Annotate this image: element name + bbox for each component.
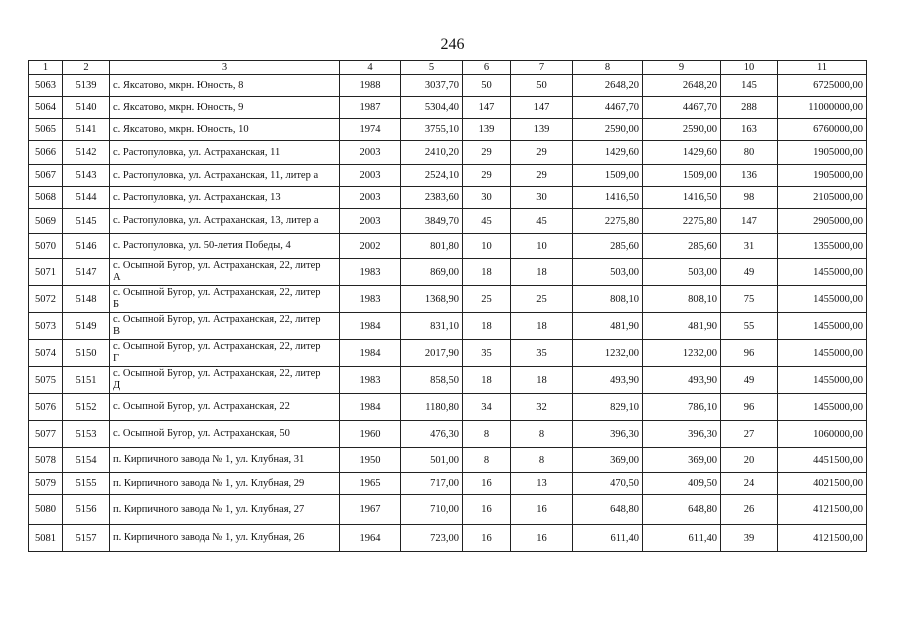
cell-col-8: 2275,80 <box>573 209 643 234</box>
cell-year: 2003 <box>340 187 401 209</box>
cell-col-8: 503,00 <box>573 259 643 286</box>
cell-col-6: 45 <box>463 209 511 234</box>
cell-seq-number: 5070 <box>29 234 63 259</box>
cell-year: 1984 <box>340 313 401 340</box>
cell-col-5: 710,00 <box>401 495 463 525</box>
cell-col-9: 1429,60 <box>643 141 721 165</box>
cell-address <box>110 75 340 97</box>
cell-col-7: 16 <box>511 525 573 552</box>
header-row <box>29 61 867 75</box>
cell-col-6: 16 <box>463 525 511 552</box>
cell-col-8: 4467,70 <box>573 97 643 119</box>
table-body <box>29 75 867 552</box>
cell-col-10: 147 <box>721 209 778 234</box>
table-row <box>29 75 867 97</box>
cell-col-11: 1455000,00 <box>778 394 867 421</box>
cell-address <box>110 495 340 525</box>
cell-col-8: 2648,20 <box>573 75 643 97</box>
table-row <box>29 525 867 552</box>
cell-year: 1983 <box>340 367 401 394</box>
cell-col-10: 39 <box>721 525 778 552</box>
cell-address <box>110 394 340 421</box>
cell-col-7: 16 <box>511 495 573 525</box>
table-row <box>29 421 867 448</box>
table-row <box>29 367 867 394</box>
cell-col-9: 2275,80 <box>643 209 721 234</box>
cell-year: 2003 <box>340 209 401 234</box>
cell-reg-number: 5144 <box>63 187 110 209</box>
cell-col-5: 858,50 <box>401 367 463 394</box>
cell-address <box>110 187 340 209</box>
cell-col-8: 470,50 <box>573 473 643 495</box>
header-cell-4: 4 <box>340 61 401 75</box>
address-line: с. Осыпной Бугор, ул. Астраханская, 22, литер <box>113 260 321 271</box>
cell-seq-number: 5065 <box>29 119 63 141</box>
cell-col-9: 4467,70 <box>643 97 721 119</box>
cell-col-11: 6725000,00 <box>778 75 867 97</box>
header-cell-7: 7 <box>511 61 573 75</box>
cell-col-11: 1355000,00 <box>778 234 867 259</box>
address-line: п. Кирпичного завода № 1, ул. Клубная, 29 <box>113 477 305 489</box>
cell-year: 1974 <box>340 119 401 141</box>
cell-col-9: 481,90 <box>643 313 721 340</box>
cell-col-5: 831,10 <box>401 313 463 340</box>
cell-col-9: 786,10 <box>643 394 721 421</box>
header-cell-11: 11 <box>778 61 867 75</box>
cell-col-10: 20 <box>721 448 778 473</box>
cell-col-9: 648,80 <box>643 495 721 525</box>
cell-col-11: 1905000,00 <box>778 165 867 187</box>
cell-col-5: 2383,60 <box>401 187 463 209</box>
table-row <box>29 340 867 367</box>
cell-address <box>110 119 340 141</box>
cell-seq-number: 5077 <box>29 421 63 448</box>
cell-seq-number: 5066 <box>29 141 63 165</box>
cell-col-11: 4451500,00 <box>778 448 867 473</box>
cell-col-9: 808,10 <box>643 286 721 313</box>
cell-col-9: 1416,50 <box>643 187 721 209</box>
cell-col-10: 31 <box>721 234 778 259</box>
cell-col-7: 29 <box>511 165 573 187</box>
cell-col-10: 80 <box>721 141 778 165</box>
cell-seq-number: 5080 <box>29 495 63 525</box>
table-row <box>29 97 867 119</box>
cell-col-9: 503,00 <box>643 259 721 286</box>
cell-reg-number: 5140 <box>63 97 110 119</box>
cell-col-6: 8 <box>463 421 511 448</box>
cell-col-5: 723,00 <box>401 525 463 552</box>
cell-col-5: 501,00 <box>401 448 463 473</box>
cell-col-8: 648,80 <box>573 495 643 525</box>
cell-col-6: 18 <box>463 259 511 286</box>
cell-year: 1983 <box>340 259 401 286</box>
address-line: с. Растопуловка, ул. Астраханская, 13 <box>113 191 281 203</box>
cell-col-10: 98 <box>721 187 778 209</box>
cell-address <box>110 141 340 165</box>
cell-col-7: 30 <box>511 187 573 209</box>
cell-col-11: 1455000,00 <box>778 259 867 286</box>
cell-reg-number: 5150 <box>63 340 110 367</box>
cell-reg-number: 5146 <box>63 234 110 259</box>
cell-year: 2003 <box>340 165 401 187</box>
cell-seq-number: 5072 <box>29 286 63 313</box>
table-row <box>29 141 867 165</box>
cell-col-7: 29 <box>511 141 573 165</box>
cell-reg-number: 5141 <box>63 119 110 141</box>
cell-col-9: 285,60 <box>643 234 721 259</box>
address-line-continued: Г <box>113 353 120 364</box>
cell-reg-number: 5148 <box>63 286 110 313</box>
cell-col-11: 1905000,00 <box>778 141 867 165</box>
cell-address <box>110 448 340 473</box>
cell-reg-number: 5149 <box>63 313 110 340</box>
cell-reg-number: 5147 <box>63 259 110 286</box>
address-line: с. Растопуловка, ул. Астраханская, 11 <box>113 146 281 158</box>
cell-address <box>110 97 340 119</box>
address-line: п. Кирпичного завода № 1, ул. Клубная, 31 <box>113 454 305 465</box>
cell-reg-number: 5143 <box>63 165 110 187</box>
cell-col-8: 1416,50 <box>573 187 643 209</box>
cell-col-5: 3755,10 <box>401 119 463 141</box>
address-line: с. Осыпной Бугор, ул. Астраханская, 22 <box>113 401 290 412</box>
cell-col-10: 27 <box>721 421 778 448</box>
table-header <box>29 61 867 75</box>
cell-col-7: 45 <box>511 209 573 234</box>
cell-address <box>110 340 340 367</box>
cell-col-11: 4021500,00 <box>778 473 867 495</box>
cell-col-9: 2648,20 <box>643 75 721 97</box>
table-row <box>29 259 867 286</box>
cell-col-6: 35 <box>463 340 511 367</box>
cell-year: 2002 <box>340 234 401 259</box>
table-row <box>29 165 867 187</box>
cell-reg-number: 5151 <box>63 367 110 394</box>
cell-address <box>110 259 340 286</box>
cell-col-11: 1060000,00 <box>778 421 867 448</box>
cell-col-7: 18 <box>511 313 573 340</box>
header-cell-5: 5 <box>401 61 463 75</box>
cell-col-5: 2410,20 <box>401 141 463 165</box>
address-line: с. Осыпной Бугор, ул. Астраханская, 22, литер <box>113 368 321 379</box>
cell-col-6: 29 <box>463 165 511 187</box>
cell-col-8: 396,30 <box>573 421 643 448</box>
cell-seq-number: 5067 <box>29 165 63 187</box>
cell-col-11: 2905000,00 <box>778 209 867 234</box>
table-row <box>29 187 867 209</box>
cell-col-8: 611,40 <box>573 525 643 552</box>
header-cell-10: 10 <box>721 61 778 75</box>
cell-year: 1967 <box>340 495 401 525</box>
cell-seq-number: 5075 <box>29 367 63 394</box>
cell-reg-number: 5139 <box>63 75 110 97</box>
cell-col-7: 18 <box>511 367 573 394</box>
cell-col-6: 10 <box>463 234 511 259</box>
cell-col-11: 4121500,00 <box>778 525 867 552</box>
register-table <box>28 60 867 552</box>
cell-col-8: 285,60 <box>573 234 643 259</box>
cell-col-5: 3849,70 <box>401 209 463 234</box>
header-cell-9: 9 <box>643 61 721 75</box>
cell-reg-number: 5155 <box>63 473 110 495</box>
address-line: с. Осыпной Бугор, ул. Астраханская, 50 <box>113 428 290 439</box>
header-cell-8: 8 <box>573 61 643 75</box>
cell-col-10: 136 <box>721 165 778 187</box>
table-row <box>29 473 867 495</box>
cell-col-7: 50 <box>511 75 573 97</box>
address-line: с. Осыпной Бугор, ул. Астраханская, 22, литер <box>113 314 321 325</box>
cell-col-9: 2590,00 <box>643 119 721 141</box>
cell-col-11: 1455000,00 <box>778 367 867 394</box>
header-cell-1: 1 <box>29 61 63 75</box>
cell-year: 1984 <box>340 340 401 367</box>
cell-col-6: 29 <box>463 141 511 165</box>
cell-year: 1984 <box>340 394 401 421</box>
cell-col-10: 49 <box>721 367 778 394</box>
cell-col-9: 611,40 <box>643 525 721 552</box>
table-row <box>29 313 867 340</box>
cell-col-5: 717,00 <box>401 473 463 495</box>
cell-col-10: 24 <box>721 473 778 495</box>
cell-col-7: 18 <box>511 259 573 286</box>
address-line-continued: А <box>113 272 121 283</box>
address-line: п. Кирпичного завода № 1, ул. Клубная, 27 <box>113 503 305 515</box>
cell-seq-number: 5081 <box>29 525 63 552</box>
cell-address <box>110 165 340 187</box>
cell-col-5: 801,80 <box>401 234 463 259</box>
cell-col-10: 145 <box>721 75 778 97</box>
cell-address <box>110 367 340 394</box>
cell-col-6: 8 <box>463 448 511 473</box>
address-line: с. Растопуловка, ул. Астраханская, 13, литер а <box>113 215 319 226</box>
address-line: с. Растопуловка, ул. 50-летия Победы, 4 <box>113 240 291 251</box>
cell-col-5: 1368,90 <box>401 286 463 313</box>
cell-reg-number: 5157 <box>63 525 110 552</box>
cell-seq-number: 5071 <box>29 259 63 286</box>
cell-col-10: 55 <box>721 313 778 340</box>
cell-seq-number: 5074 <box>29 340 63 367</box>
cell-col-5: 476,30 <box>401 421 463 448</box>
table-row <box>29 495 867 525</box>
address-line: с. Яксатово, мкрн. Юность, 9 <box>113 101 244 113</box>
address-line: с. Осыпной Бугор, ул. Астраханская, 22, литер <box>113 287 321 298</box>
cell-col-6: 18 <box>463 313 511 340</box>
cell-col-6: 34 <box>463 394 511 421</box>
page-number: 246 <box>440 36 465 53</box>
cell-col-7: 10 <box>511 234 573 259</box>
cell-col-5: 1180,80 <box>401 394 463 421</box>
table-row <box>29 209 867 234</box>
cell-col-11: 1455000,00 <box>778 313 867 340</box>
cell-seq-number: 5069 <box>29 209 63 234</box>
cell-col-9: 396,30 <box>643 421 721 448</box>
cell-year: 1960 <box>340 421 401 448</box>
cell-col-7: 32 <box>511 394 573 421</box>
cell-year: 1987 <box>340 97 401 119</box>
cell-address <box>110 286 340 313</box>
table-row <box>29 448 867 473</box>
cell-col-6: 18 <box>463 367 511 394</box>
cell-col-7: 13 <box>511 473 573 495</box>
cell-col-7: 8 <box>511 448 573 473</box>
header-cell-6: 6 <box>463 61 511 75</box>
cell-seq-number: 5076 <box>29 394 63 421</box>
cell-col-8: 1232,00 <box>573 340 643 367</box>
cell-seq-number: 5068 <box>29 187 63 209</box>
cell-year: 1983 <box>340 286 401 313</box>
cell-seq-number: 5064 <box>29 97 63 119</box>
address-line: с. Растопуловка, ул. Астраханская, 11, литер а <box>113 169 319 181</box>
cell-address <box>110 313 340 340</box>
cell-col-8: 829,10 <box>573 394 643 421</box>
cell-col-9: 409,50 <box>643 473 721 495</box>
address-line-continued: В <box>113 326 121 337</box>
cell-col-7: 8 <box>511 421 573 448</box>
cell-col-11: 2105000,00 <box>778 187 867 209</box>
cell-reg-number: 5156 <box>63 495 110 525</box>
address-line: с. Яксатово, мкрн. Юность, 10 <box>113 123 249 135</box>
cell-col-6: 25 <box>463 286 511 313</box>
cell-col-8: 1429,60 <box>573 141 643 165</box>
cell-year: 1965 <box>340 473 401 495</box>
cell-col-9: 1509,00 <box>643 165 721 187</box>
cell-reg-number: 5145 <box>63 209 110 234</box>
cell-col-6: 139 <box>463 119 511 141</box>
cell-seq-number: 5079 <box>29 473 63 495</box>
cell-address <box>110 209 340 234</box>
cell-address <box>110 421 340 448</box>
cell-col-7: 25 <box>511 286 573 313</box>
cell-col-6: 30 <box>463 187 511 209</box>
cell-col-8: 808,10 <box>573 286 643 313</box>
cell-year: 1964 <box>340 525 401 552</box>
cell-col-7: 139 <box>511 119 573 141</box>
cell-seq-number: 5063 <box>29 75 63 97</box>
header-cell-3: 3 <box>110 61 340 75</box>
cell-year: 1950 <box>340 448 401 473</box>
cell-col-11: 4121500,00 <box>778 495 867 525</box>
cell-col-9: 493,90 <box>643 367 721 394</box>
cell-reg-number: 5152 <box>63 394 110 421</box>
cell-col-8: 369,00 <box>573 448 643 473</box>
cell-col-7: 35 <box>511 340 573 367</box>
cell-col-10: 96 <box>721 394 778 421</box>
cell-address <box>110 234 340 259</box>
cell-col-10: 26 <box>721 495 778 525</box>
cell-col-5: 2017,90 <box>401 340 463 367</box>
cell-address <box>110 473 340 495</box>
cell-col-11: 1455000,00 <box>778 340 867 367</box>
address-line: п. Кирпичного завода № 1, ул. Клубная, 26 <box>113 532 305 543</box>
cell-col-5: 2524,10 <box>401 165 463 187</box>
cell-year: 1988 <box>340 75 401 97</box>
cell-col-11: 11000000,00 <box>778 97 867 119</box>
cell-reg-number: 5153 <box>63 421 110 448</box>
cell-col-10: 288 <box>721 97 778 119</box>
cell-col-9: 369,00 <box>643 448 721 473</box>
cell-seq-number: 5073 <box>29 313 63 340</box>
cell-col-7: 147 <box>511 97 573 119</box>
cell-col-10: 49 <box>721 259 778 286</box>
cell-year: 2003 <box>340 141 401 165</box>
cell-col-6: 147 <box>463 97 511 119</box>
cell-col-8: 481,90 <box>573 313 643 340</box>
table-row <box>29 394 867 421</box>
address-line: с. Яксатово, мкрн. Юность, 8 <box>113 79 244 91</box>
cell-col-8: 1509,00 <box>573 165 643 187</box>
header-cell-2: 2 <box>63 61 110 75</box>
cell-reg-number: 5154 <box>63 448 110 473</box>
cell-col-10: 75 <box>721 286 778 313</box>
cell-col-11: 6760000,00 <box>778 119 867 141</box>
cell-seq-number: 5078 <box>29 448 63 473</box>
cell-col-8: 2590,00 <box>573 119 643 141</box>
cell-col-5: 5304,40 <box>401 97 463 119</box>
cell-col-6: 16 <box>463 473 511 495</box>
cell-col-5: 3037,70 <box>401 75 463 97</box>
table-row <box>29 286 867 313</box>
cell-col-6: 16 <box>463 495 511 525</box>
table-row <box>29 234 867 259</box>
address-line: с. Осыпной Бугор, ул. Астраханская, 22, литер <box>113 341 321 352</box>
cell-col-6: 50 <box>463 75 511 97</box>
cell-col-11: 1455000,00 <box>778 286 867 313</box>
address-line-continued: Б <box>113 299 120 310</box>
cell-address <box>110 525 340 552</box>
cell-col-9: 1232,00 <box>643 340 721 367</box>
table-row <box>29 119 867 141</box>
cell-col-5: 869,00 <box>401 259 463 286</box>
cell-reg-number: 5142 <box>63 141 110 165</box>
cell-col-10: 96 <box>721 340 778 367</box>
cell-col-10: 163 <box>721 119 778 141</box>
address-line-continued: Д <box>113 380 121 391</box>
cell-col-8: 493,90 <box>573 367 643 394</box>
